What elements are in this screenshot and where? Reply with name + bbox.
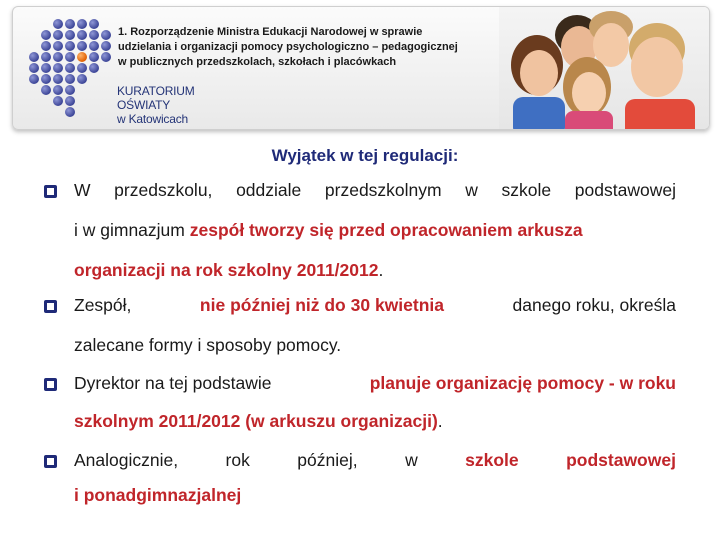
logo-dot xyxy=(41,30,51,40)
logo-dot xyxy=(89,41,99,51)
highlight-word: podstawowej xyxy=(566,450,676,470)
word: przedszkolu, xyxy=(114,180,213,200)
logo-dot xyxy=(65,85,75,95)
bullet-line: zalecane formy i sposoby pomocy. xyxy=(74,335,342,355)
logo-dot xyxy=(89,63,99,73)
bullet-line xyxy=(74,295,676,316)
logo-dot xyxy=(77,63,87,73)
highlight-word: szkole xyxy=(465,450,519,470)
highlight-text: nie później niż do 30 kwietnia xyxy=(199,295,444,315)
logo-dot xyxy=(65,74,75,84)
logo-dot xyxy=(53,74,63,84)
checkbox-bullet-icon xyxy=(44,300,57,313)
logo-dot xyxy=(77,74,87,84)
org-name-line: w Katowicach xyxy=(117,112,188,126)
header-banner xyxy=(12,6,710,130)
logo-dot xyxy=(77,52,87,62)
checkbox-bullet-icon xyxy=(44,455,57,468)
logo-dot xyxy=(29,74,39,84)
logo-dot xyxy=(41,52,51,62)
logo-dot xyxy=(77,41,87,51)
logo-dot xyxy=(53,85,63,95)
logo-dot xyxy=(53,96,63,106)
word: oddziale xyxy=(236,180,302,200)
bullet-line xyxy=(74,485,706,506)
checkbox-bullet-icon xyxy=(44,185,57,198)
logo-dot xyxy=(65,63,75,73)
org-name-line: OŚWIATY xyxy=(117,98,171,112)
logo-dot xyxy=(77,19,87,29)
logo-dot xyxy=(77,30,87,40)
logo-dot xyxy=(65,41,75,51)
logo-dot xyxy=(41,74,51,84)
bullet-line xyxy=(74,450,676,471)
word: w xyxy=(465,180,478,200)
logo-dot xyxy=(53,19,63,29)
logo-dot xyxy=(41,85,51,95)
header-title-line: w publicznych przedszkolach, szkołach i placówkach xyxy=(118,56,397,68)
header-title-line: 1. Rozporządzenie Ministra Edukacji Narodowej w sprawie xyxy=(118,26,423,38)
logo-dot xyxy=(41,63,51,73)
text: Dyrektor na tej podstawie xyxy=(74,373,272,393)
word: przedszkolnym xyxy=(324,180,442,200)
word: szkole xyxy=(501,180,552,200)
logo-dot xyxy=(89,19,99,29)
section-title: Wyjątek w tej regulacji: xyxy=(271,146,459,165)
bullet-line xyxy=(74,373,676,394)
text: i w gimnazjum xyxy=(74,220,190,240)
org-name xyxy=(117,84,195,126)
logo-dot xyxy=(65,96,75,106)
logo-dot xyxy=(29,63,39,73)
text: danego roku, określa xyxy=(512,295,676,315)
word: Analogicznie, xyxy=(74,450,179,470)
bullet-line xyxy=(74,260,706,281)
logo-dot xyxy=(101,41,111,51)
highlight-text: szkolnym 2011/2012 (w arkuszu organizacji) xyxy=(74,411,438,431)
children-photo xyxy=(499,7,709,129)
logo-dot xyxy=(101,30,111,40)
highlight-text: organizacji na rok szkolny 2011/2012 xyxy=(74,260,379,280)
word: rok xyxy=(225,450,250,470)
word: podstawowej xyxy=(574,180,676,200)
logo-dot xyxy=(41,41,51,51)
word: W xyxy=(74,180,91,200)
logo-dot xyxy=(29,52,39,62)
org-name-line: KURATORIUM xyxy=(117,84,195,98)
text: . xyxy=(437,411,443,431)
header-title xyxy=(118,25,498,70)
header-title-line: udzielania i organizacji pomocy psychologiczno – pedagogicznej xyxy=(118,41,458,53)
text: . xyxy=(378,260,384,280)
logo-dot xyxy=(65,52,75,62)
highlight-text: i ponadgimnazjalnej xyxy=(74,485,242,505)
word: w xyxy=(405,450,418,470)
bullet-line xyxy=(74,220,706,241)
logo-dot xyxy=(53,41,63,51)
highlight-text: planuje organizację pomocy - w roku xyxy=(369,373,676,393)
logo-dot xyxy=(53,52,63,62)
logo-dot xyxy=(89,30,99,40)
word: później, xyxy=(297,450,358,470)
logo-dot xyxy=(53,63,63,73)
checkbox-bullet-icon xyxy=(44,378,57,391)
bullet-line xyxy=(74,180,676,201)
bullet-line xyxy=(74,411,706,432)
logo-dot xyxy=(65,107,75,117)
logo-dot xyxy=(101,52,111,62)
text: Zespół, xyxy=(74,295,132,315)
logo-dot xyxy=(65,30,75,40)
logo-dot xyxy=(53,30,63,40)
logo-dot xyxy=(89,52,99,62)
highlight-text: zespół tworzy się przed opracowaniem arkusza xyxy=(189,220,583,240)
logo-dot xyxy=(65,19,75,29)
